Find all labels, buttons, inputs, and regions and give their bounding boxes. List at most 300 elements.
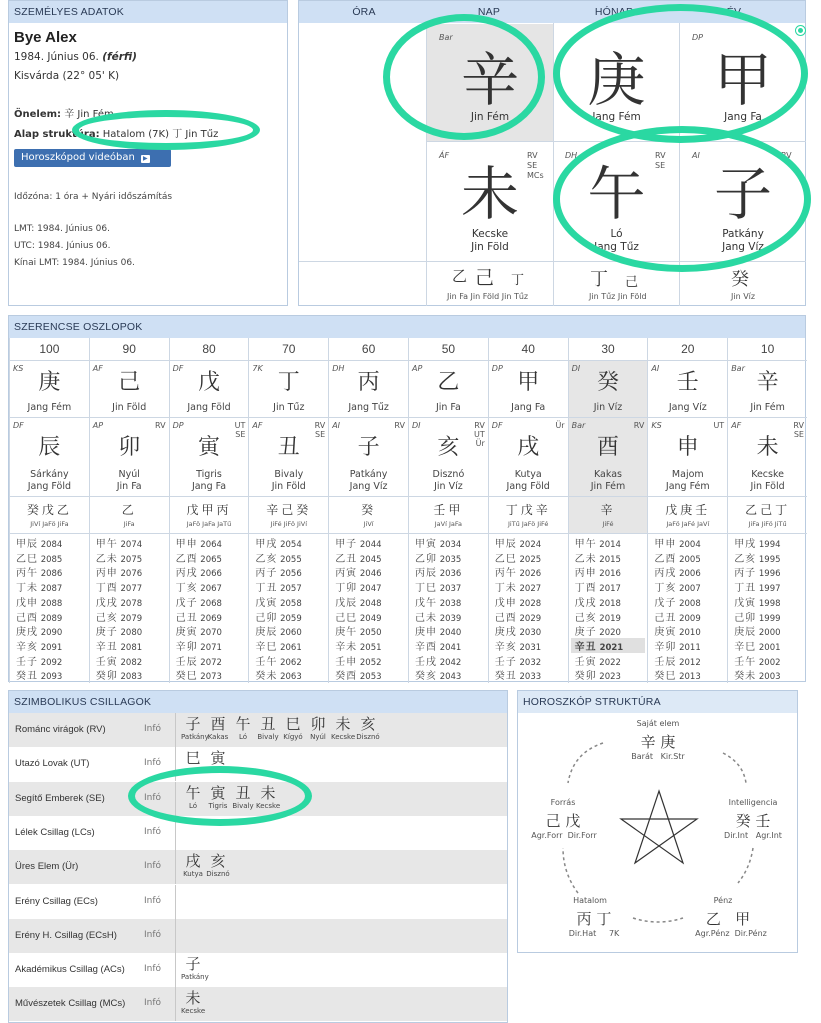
luck-stem-cell (329, 361, 408, 417)
stem-tag: DI (571, 364, 581, 373)
luck-year-row: 戊子 2008 (654, 597, 701, 609)
luck-year-row: 辛亥 2031 (494, 641, 542, 653)
luck-year-row: 己丑 2069 (175, 612, 222, 624)
day-branch-char: 未 (460, 160, 519, 228)
luck-year-row: 丙子 1996 (734, 568, 781, 580)
luck-hidden-labels: JiFa (123, 520, 135, 528)
luck-column (408, 338, 488, 683)
luck-year-row: 癸卯 2083 (95, 671, 143, 683)
star-row (9, 953, 507, 987)
luck-branch-animal: Kakas (593, 469, 622, 480)
luck-year-row: 乙酉 2065 (175, 553, 222, 565)
birth-date: 1984. Június 06. (14, 51, 99, 63)
branch-tag: AI (692, 151, 700, 160)
hidden-stem: 癸 (731, 269, 749, 290)
luck-branch-cell (569, 418, 648, 496)
branch-tag: AF (252, 421, 263, 430)
year-stem-label: Jang Fa (724, 111, 762, 123)
luck-hidden-cell (728, 497, 807, 533)
month-branch-elem: Jang Tűz (594, 241, 639, 253)
kinai-lmt: Kínai LMT: 1984. Június 06. (14, 258, 135, 268)
luck-year-row: 乙巳 2085 (16, 553, 63, 565)
stem-tag: KS (13, 364, 24, 373)
luck-year-row: 丙午 2086 (16, 568, 63, 580)
luck-branch-animal: Majom (671, 469, 704, 480)
struct-top-labels: Barát Kir.Str (631, 752, 685, 761)
luck-year-row: 壬戌 2042 (415, 656, 462, 668)
branch-tagr: UT (713, 421, 725, 430)
luck-year-row: 戊子 2068 (175, 597, 222, 609)
star-row (9, 987, 507, 1021)
luck-stem-cell (249, 361, 328, 417)
luck-branch-elem: Jin Fa (116, 481, 142, 492)
struct-bleft-labels: Dir.Hat 7K (568, 929, 620, 938)
luck-age: 10 (760, 342, 775, 356)
branch-tag: AP (92, 421, 104, 430)
luck-age: 70 (282, 342, 296, 356)
luck-hidden-cell (489, 497, 568, 533)
luck-hidden-cell (10, 497, 89, 533)
luck-stem-label: Jin Tűz (273, 402, 305, 413)
branch-tagr: RV UT Ür (474, 421, 485, 448)
luck-year-row: 乙酉 2005 (654, 553, 701, 565)
struct-bright-chars: 乙 甲 (705, 910, 751, 928)
luck-branch-char: 寅 (197, 435, 220, 460)
luck-year-row: 庚戌 2030 (494, 627, 542, 639)
luck-stem-cell (90, 361, 169, 417)
star-item: 酉 Kakas (207, 715, 229, 741)
luck-year-row: 己巳 2049 (335, 612, 382, 624)
luck-hidden-labels: JiVí JaFö JiFa (30, 520, 69, 528)
luck-year-row: 庚午 2050 (335, 627, 382, 639)
luck-year-row: 丙申 2076 (95, 568, 143, 580)
alap-line: Alap struktúra: Hatalom (7K) 丁 Jin Tűz (14, 129, 219, 140)
video-button[interactable]: Horoszkópod videóban ▶ (14, 149, 171, 167)
luck-year-row: 丙午 2026 (494, 568, 542, 580)
star-name: Erény H. Csillag (ECsH) (15, 929, 117, 941)
cycle-arrow-icon (568, 743, 603, 783)
hidden-stem: 己 (475, 267, 495, 289)
col-honap: HÓNAP (594, 6, 634, 18)
branch-tagr: RV (155, 421, 166, 430)
luck-branch-char: 辰 (38, 435, 61, 460)
stem-tag: AP (412, 364, 423, 373)
luck-branch-elem: Jin Fém (590, 481, 626, 492)
luck-column (9, 338, 89, 683)
hidden-labels: Jin Víz (731, 292, 756, 301)
struct-top-title: Saját elem (636, 719, 680, 728)
luck-year-row: 辛未 2051 (335, 641, 382, 653)
luck-hidden-labels: JiFé (602, 520, 614, 528)
star-row (9, 885, 507, 919)
luck-hidden-cell (569, 497, 648, 533)
luck-year-row: 庚辰 2060 (255, 627, 302, 639)
luck-year-row: 戊戌 2018 (574, 597, 621, 609)
luck-year-row: 庚申 2040 (415, 627, 462, 639)
luck-branch-char: 卯 (118, 435, 141, 460)
branch-tagr: RV SE MCs (527, 151, 544, 180)
luck-stem-label: Jin Fém (750, 402, 785, 413)
luck-hidden-cell (329, 497, 408, 533)
luck-stem-char: 庚 (38, 370, 61, 395)
luck-year-row: 丁亥 2007 (654, 583, 701, 595)
luck-branch-char: 酉 (596, 435, 619, 460)
luck-year-row: 辛丑 2081 (95, 641, 143, 653)
luck-hidden-cell (409, 497, 488, 533)
col-ora: ÓRA (352, 6, 376, 18)
luck-branch-cell (409, 418, 488, 496)
luck-column (568, 338, 648, 683)
month-stem-label: Jang Fém (592, 111, 641, 123)
luck-year-row: 乙亥 1995 (734, 553, 781, 565)
struct-top-chars: 辛 庚 (640, 733, 676, 751)
luck-hidden-cell (249, 497, 328, 533)
luck-year-row: 戊辰 2048 (335, 597, 382, 609)
info-link[interactable]: Infó (144, 861, 162, 872)
cycle-arrow-icon (563, 848, 578, 893)
star-row (9, 850, 507, 884)
luck-branch-char: 戌 (517, 435, 540, 460)
luck-year-row: 丁丑 2057 (255, 583, 302, 595)
branch-tag: AF (731, 421, 742, 430)
hidden-labels: Jin Fa Jin Föld Jin Tűz (447, 292, 529, 301)
luck-year-row: 戊戌 2078 (95, 597, 143, 609)
luck-year-row: 壬辰 2012 (654, 656, 701, 668)
struct-bright-labels: Agr.Pénz Dir.Pénz (695, 929, 767, 938)
stem-tag: Bar (731, 364, 745, 373)
luck-year-row: 癸巳 2013 (654, 671, 701, 683)
struct-right-title: Intelligencia (728, 798, 778, 807)
luck-year-row: 壬寅 2082 (95, 656, 143, 668)
luck-age: 100 (39, 342, 60, 356)
luck-year-row: 己卯 2059 (255, 612, 302, 624)
hidden-stem: 己 (625, 275, 639, 290)
luck-hidden-cell (648, 497, 727, 533)
luck-year-row: 甲戌 2054 (255, 539, 302, 550)
luck-branch-cell (249, 418, 328, 496)
luck-hidden-chars: 戊甲丙 (186, 503, 232, 517)
luck-year-row: 庚寅 2010 (654, 627, 701, 639)
star-name: Akadémikus Csillag (ACs) (15, 964, 125, 976)
luck-year-row: 丁丑 1997 (734, 583, 781, 595)
luck-branch-elem: Jang Föld (27, 481, 72, 492)
luck-year-row: 乙丑 2045 (335, 553, 382, 565)
luck-age: 30 (601, 342, 615, 356)
info-link[interactable]: Infó (144, 792, 162, 803)
horoscope-structure-panel (517, 690, 798, 953)
luck-year-row: 癸亥 2043 (415, 671, 462, 683)
info-link[interactable]: Infó (144, 724, 162, 734)
luck-branch-animal: Nyúl (118, 469, 140, 480)
luck-year-row: 壬子 2032 (494, 656, 542, 668)
luck-year-row: 庚子 2080 (95, 627, 143, 639)
luck-stem-label: Jang Fa (511, 402, 546, 413)
year-branch-elem: Jang Víz (722, 241, 764, 253)
luck-stem-label: Jin Föld (112, 402, 147, 413)
person-name: Bye Alex (14, 29, 77, 46)
month-branch-animal: Ló (610, 228, 623, 240)
onelem-line: Önelem: 辛 Jin Fém (14, 109, 114, 120)
luck-year-row: 甲申 2064 (175, 539, 222, 550)
luck-branch-char: 亥 (437, 435, 460, 460)
struct-left-chars: 己 戊 (545, 812, 581, 830)
luck-year-row: 庚戌 2090 (16, 627, 63, 639)
luck-year-row: 乙卯 2035 (415, 553, 462, 565)
luck-stem-char: 丁 (277, 370, 300, 395)
luck-branch-elem: Jang Föld (506, 481, 550, 492)
branch-tag: DP (172, 421, 184, 430)
luck-hidden-labels: JiVí (363, 520, 374, 528)
star-name: Románc virágok (RV) (15, 724, 106, 735)
luck-age: 20 (681, 342, 695, 356)
luck-age: 40 (521, 342, 535, 356)
hidden-labels: Jin Tűz Jin Föld (589, 292, 647, 301)
luck-year-row: 己丑 2009 (654, 612, 701, 624)
luck-year-row: 甲申 2004 (654, 539, 701, 550)
cycle-arrow-icon (723, 753, 746, 783)
star-item: 未 Kecske (331, 715, 356, 741)
luck-branch-char: 未 (756, 435, 779, 460)
luck-hidden-labels: JaFö JaFé JaVí (666, 520, 710, 528)
star-item: 亥 Disznó (356, 715, 380, 741)
info-link[interactable]: Infó (144, 826, 162, 837)
luck-branch-char: 子 (357, 435, 380, 460)
star-item: 子 Patkány (181, 715, 209, 741)
luck-hidden-chars: 戊庚壬 (665, 503, 711, 517)
luck-year-row: 丙寅 2046 (335, 568, 382, 580)
luck-year-row: 乙亥 2055 (255, 553, 302, 565)
luck-branch-animal: Patkány (349, 469, 388, 480)
luck-year-row: 己亥 2079 (95, 612, 143, 624)
luck-year-row: 丁卯 2047 (335, 583, 382, 595)
info-link[interactable]: Infó (144, 964, 162, 975)
luck-branch-cell (489, 418, 568, 496)
luck-branch-elem: Jin Föld (271, 481, 306, 492)
star-row (9, 919, 507, 953)
gender: (férfi) (102, 51, 137, 63)
luck-hidden-cell (90, 497, 169, 533)
luck-age: 50 (441, 342, 456, 356)
luck-hidden-labels: JaFö JaFa JaTű (186, 520, 232, 528)
luck-stem-cell (489, 361, 568, 417)
branch-tagr: RV (394, 421, 405, 430)
luck-hidden-chars: 癸 (361, 503, 377, 517)
luck-hidden-labels: JaVí JaFa (434, 520, 463, 528)
month-stem-char: 庚 (587, 46, 646, 114)
luck-year-row: 甲寅 2034 (415, 539, 462, 550)
luck-year-row: 壬午 2002 (734, 656, 781, 668)
luck-stem-label: Jang Tűz (348, 402, 389, 413)
branch-tagr: RV (633, 421, 645, 430)
luck-year-row: 丁巳 2037 (415, 583, 462, 595)
luck-stem-label: Jin Fa (435, 402, 461, 413)
star-name: Lélek Csillag (LCs) (15, 826, 95, 838)
star-item: 未 Kecske (256, 783, 281, 810)
highlight-ring (128, 766, 312, 826)
star-item: 亥 Disznó (206, 852, 230, 879)
luck-branch-char: 申 (676, 435, 699, 460)
luck-year-row: 庚寅 2070 (175, 627, 222, 639)
struct-bleft-chars: 丙 丁 (576, 910, 612, 928)
day-stem-char: 辛 (460, 46, 519, 114)
luck-year-row: 辛酉 2041 (415, 641, 462, 653)
luck-year-row: 甲午 2074 (95, 539, 143, 550)
luck-hidden-chars: 乙己丁 (745, 503, 791, 517)
luck-stem-label: Jang Víz (668, 402, 707, 413)
star-item: 午 Ló (235, 715, 251, 741)
utc: UTC: 1984. Június 06. (14, 241, 111, 251)
branch-tagr: RV SE (793, 421, 804, 439)
luck-year-row: 庚子 2020 (574, 627, 621, 639)
luck-column (89, 338, 169, 683)
branch-tagr: RV SE (314, 421, 326, 439)
col-ev: ÉV (726, 6, 742, 18)
highlight-ring (553, 4, 808, 143)
info-link[interactable]: Infó (144, 998, 162, 1009)
info-link[interactable]: Infó (144, 929, 162, 940)
stem-tag: DF (172, 364, 184, 373)
struct-left-labels: Agr.Forr Dir.Forr (531, 831, 597, 840)
luck-year-row: 癸未 2003 (734, 671, 781, 683)
luck-column (488, 338, 568, 683)
star-item: 卯 Nyúl (310, 715, 326, 741)
luck-year-row: 甲午 2014 (574, 539, 621, 550)
luck-year-row: 戊申 2088 (16, 597, 63, 609)
star-name: Utazó Lovak (UT) (15, 758, 90, 770)
col-nap: NAP (477, 6, 501, 18)
hidden-stem: 丁 (590, 269, 608, 290)
luck-year-row: 己酉 2089 (16, 612, 63, 624)
branch-tag: DH (565, 151, 578, 160)
luck-year-row: 己未 2039 (415, 612, 462, 624)
luck-branch-cell (170, 418, 249, 496)
luck-stem-char: 丙 (357, 370, 380, 395)
luck-year-row: 戊申 2028 (494, 597, 542, 609)
luck-stem-char: 戊 (197, 370, 220, 395)
luck-branch-elem: Jang Fa (191, 481, 227, 492)
luck-year-row: 癸丑 2033 (494, 671, 542, 683)
luck-branch-cell (329, 418, 408, 496)
struct-left-title: Forrás (550, 798, 576, 807)
luck-year-row: 庚辰 2000 (734, 627, 781, 639)
luck-year-row: 辛巳 2001 (734, 641, 781, 653)
star-item: 巳 (185, 749, 201, 768)
info-link[interactable]: Infó (144, 758, 162, 769)
highlight-ring (383, 14, 545, 140)
luck-year-row: 丙申 2016 (574, 568, 621, 580)
luck-year-row: 辛丑 2021 (571, 638, 646, 653)
luck-stem-char: 癸 (596, 370, 619, 395)
personal-data-panel (8, 0, 288, 306)
luck-hidden-chars: 壬甲 (433, 503, 464, 517)
stars-header: SZIMBOLIKUS CSILLAGOK (9, 691, 507, 713)
luck-year-row: 辛巳 2061 (255, 641, 302, 653)
star-item: 寅 Tigris (208, 783, 228, 810)
luck-column (727, 338, 807, 683)
branch-tag: Bar (571, 421, 586, 430)
luck-hidden-labels: JiTű JaFö JiFé (507, 520, 549, 528)
luck-year-row: 己卯 1999 (734, 612, 781, 624)
luck-stem-cell (409, 361, 488, 417)
luck-year-row: 癸巳 2073 (175, 671, 222, 683)
star-item: 戌 Kutya (183, 852, 203, 879)
luck-stem-label: Jang Fém (27, 402, 72, 413)
star-item: 午 Ló (185, 783, 201, 810)
luck-branch-elem: Jin Víz (434, 481, 463, 492)
luck-year-row: 丁亥 2067 (175, 583, 222, 595)
luck-year-row: 甲子 2044 (335, 539, 382, 550)
luck-stem-char: 甲 (517, 370, 540, 395)
star-name: Segítő Emberek (SE) (15, 792, 105, 804)
star-item: 巳 Kígyó (283, 715, 303, 741)
luck-year-row: 丁酉 2077 (95, 583, 143, 595)
luck-year-row: 丙辰 2036 (415, 568, 462, 580)
luck-year-row: 壬子 2092 (16, 656, 63, 668)
luck-stem-cell (10, 361, 89, 417)
luck-hidden-labels: JiFé JiFö JiVí (270, 520, 307, 528)
luck-column (248, 338, 328, 683)
luck-year-row: 乙未 2075 (95, 553, 143, 565)
birth-place: Kisvárda (22° 05' K) (14, 70, 120, 82)
luck-hidden-chars: 癸戊乙 (26, 503, 72, 517)
branch-tag: KS (651, 421, 662, 430)
branch-tag: DF (13, 421, 24, 430)
luck-stem-label: Jang Föld (187, 402, 231, 413)
highlight-ring (553, 126, 811, 272)
luck-stem-char: 辛 (756, 370, 779, 395)
luck-branch-animal: Tigris (196, 469, 222, 480)
luck-year-row: 丁酉 2017 (574, 583, 621, 595)
year-stem-char: 甲 (713, 46, 772, 114)
luck-branch-animal: Disznó (432, 469, 465, 480)
luck-year-row: 甲辰 2024 (494, 539, 542, 550)
luck-column (328, 338, 408, 683)
branch-tag: AI (332, 421, 341, 430)
luck-branch-elem: Jin Föld (750, 481, 785, 492)
luck-branch-animal: Kutya (514, 469, 542, 480)
branch-tag: DI (412, 421, 421, 430)
luck-year-row: 辛亥 2091 (16, 641, 63, 653)
luck-year-row: 丁未 2027 (494, 583, 542, 595)
luck-year-row: 壬申 2052 (335, 656, 382, 668)
stem-tag: DP (692, 33, 703, 42)
luck-year-row: 壬寅 2022 (574, 656, 621, 668)
struct-right-labels: Dir.Int Agr.Int (724, 831, 782, 840)
info-link[interactable]: Infó (144, 895, 162, 906)
hidden-stem: 丁 (511, 273, 525, 288)
luck-age: 60 (361, 342, 376, 356)
luck-hidden-chars: 丁戊辛 (505, 503, 551, 517)
luck-branch-char: 丑 (277, 435, 300, 460)
branch-tag: ÁF (439, 151, 450, 160)
branch-tagr: Ür (555, 421, 565, 430)
luck-stem-char: 壬 (676, 370, 699, 395)
luck-year-row: 癸酉 2053 (335, 671, 382, 683)
luck-year-row: 甲辰 2084 (16, 539, 63, 550)
year-branch-char: 子 (713, 160, 772, 228)
luck-stem-char: 乙 (437, 370, 460, 395)
luck-column (647, 338, 727, 683)
luck-year-row: 乙巳 2025 (494, 553, 542, 565)
pentagram-icon (621, 791, 697, 863)
day-branch-animal: Kecske (471, 228, 509, 240)
star-name: Művészetek Csillag (MCs) (15, 998, 126, 1010)
stem-tag: Bar (439, 33, 453, 42)
luck-year-row: 癸卯 2023 (574, 671, 621, 683)
luck-year-row: 丙戌 2066 (175, 568, 222, 580)
luck-year-row: 己酉 2029 (494, 612, 542, 624)
star-item: 寅 (210, 749, 226, 768)
